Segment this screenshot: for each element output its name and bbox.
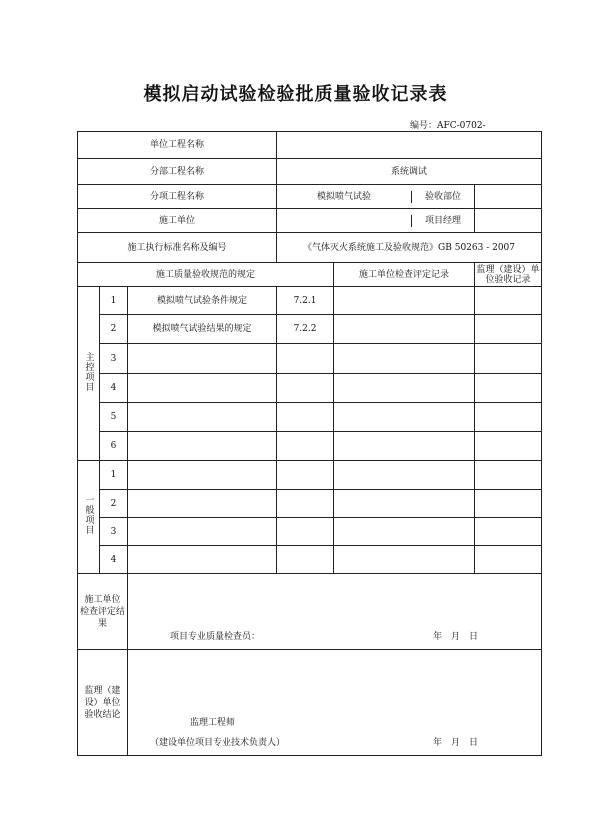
item-name [128, 432, 277, 461]
table-row [78, 490, 542, 518]
document-number: 编号：AFC-0702- [410, 121, 486, 131]
standard-value: 《气体灭火系统施工及验收规范》GB 50263 - 2007 [277, 233, 542, 263]
project-manager-label: 项目经理 [425, 215, 462, 226]
supervision-conclusion-label [78, 650, 128, 756]
supervision-cell[interactable] [475, 287, 542, 315]
supervision-cell[interactable] [475, 461, 542, 490]
supervision-cell[interactable] [475, 344, 542, 374]
table-row [78, 432, 542, 461]
supervision-cell[interactable] [475, 490, 542, 518]
check-cell[interactable] [334, 490, 475, 518]
quality-inspector-label: 项目专业质量检查员： [170, 632, 261, 642]
check-cell[interactable] [334, 403, 475, 432]
item-name [128, 374, 277, 403]
clause-number [277, 344, 334, 374]
row-number: 4 [100, 374, 128, 403]
acceptance-record-table [77, 131, 542, 756]
table-row [78, 461, 542, 490]
spec-column-header: 施工质量验收规范的规定 [78, 263, 334, 287]
check-cell[interactable] [334, 461, 475, 490]
check-column-header: 施工单位检查评定记录 [334, 263, 475, 287]
row-number: 6 [100, 432, 128, 461]
check-cell[interactable] [334, 546, 475, 574]
acceptance-part-value[interactable] [475, 185, 542, 209]
clause-number [277, 461, 334, 490]
main-control-section [78, 287, 100, 461]
item-name [128, 546, 277, 574]
row-number: 2 [100, 315, 128, 344]
check-cell[interactable] [334, 344, 475, 374]
item-name [128, 518, 277, 546]
supervision-conclusion-date: 年 月 日 [433, 738, 479, 748]
check-cell[interactable] [334, 287, 475, 315]
row-number: 4 [100, 546, 128, 574]
item-name: 模拟喷气试验条件规定 [128, 287, 277, 315]
row-number: 5 [100, 403, 128, 432]
check-cell[interactable] [334, 432, 475, 461]
item-name [128, 490, 277, 518]
row-number: 1 [100, 287, 128, 315]
construction-result-date: 年 月 日 [433, 632, 479, 642]
row-number: 3 [100, 344, 128, 374]
row-number: 2 [100, 490, 128, 518]
clause-number: 7.2.2 [277, 315, 334, 344]
check-cell[interactable] [334, 518, 475, 546]
row-number: 1 [100, 461, 128, 490]
supervision-cell[interactable] [475, 374, 542, 403]
supervising-engineer-note: （建设单位项目专业技术负责人） [150, 738, 286, 748]
check-cell[interactable] [334, 374, 475, 403]
clause-number [277, 546, 334, 574]
clause-number [277, 432, 334, 461]
subdivision-value[interactable] [277, 185, 475, 209]
table-row [78, 344, 542, 374]
supervision-conclusion-label-line1: 监理（建设）单位 [84, 685, 121, 708]
item-name [128, 403, 277, 432]
supervision-cell[interactable] [475, 518, 542, 546]
general-label: 一般项目 [83, 495, 94, 535]
supervision-column-header: 监理（建设）单位验收记录 [476, 264, 540, 285]
clause-number [277, 518, 334, 546]
item-name [128, 344, 277, 374]
clause-number [277, 374, 334, 403]
item-name: 模拟喷气试验结果的规定 [128, 315, 277, 344]
table-row [78, 518, 542, 546]
construction-unit-label: 施工单位 [78, 209, 277, 233]
item-name [128, 461, 277, 490]
general-section [78, 461, 100, 574]
supervision-cell[interactable] [475, 315, 542, 344]
supervision-conclusion-label-line2: 验收结论 [84, 709, 121, 720]
construction-unit-value[interactable] [277, 209, 475, 233]
table-row [78, 374, 542, 403]
subdivision-label: 分项工程名称 [78, 185, 277, 209]
unit-project-label: 单位工程名称 [78, 132, 277, 159]
supervision-cell[interactable] [475, 546, 542, 574]
unit-project-value[interactable] [277, 132, 542, 159]
table-row [78, 403, 542, 432]
page-title: 模拟启动试验检验批质量验收记录表 [143, 84, 448, 105]
project-manager-value[interactable] [475, 209, 542, 233]
main-control-label: 主控项目 [83, 351, 94, 392]
check-cell[interactable] [334, 315, 475, 344]
supervision-cell[interactable] [475, 403, 542, 432]
standard-label: 施工执行标准名称及编号 [78, 233, 277, 263]
row-number: 3 [100, 518, 128, 546]
clause-number [277, 490, 334, 518]
construction-result-label-line1: 施工单位 [84, 594, 121, 605]
construction-result-label-line2: 检查评定结果 [79, 606, 125, 629]
supervision-conclusion-field[interactable] [128, 650, 542, 756]
construction-unit-value-text [277, 215, 412, 227]
construction-result-label [78, 574, 128, 650]
clause-number [277, 403, 334, 432]
acceptance-part-label: 验收部位 [425, 191, 462, 202]
division-value[interactable]: 系统调试 [277, 159, 542, 185]
supervision-cell[interactable] [475, 432, 542, 461]
subdivision-value-text: 模拟喷气试验 [277, 191, 412, 203]
construction-result-field[interactable] [128, 574, 542, 650]
clause-number: 7.2.1 [277, 287, 334, 315]
table-row [78, 546, 542, 574]
supervising-engineer-label: 监理工程师 [190, 718, 236, 728]
division-label: 分部工程名称 [78, 159, 277, 185]
table-row [78, 315, 542, 344]
table-row [78, 287, 542, 315]
